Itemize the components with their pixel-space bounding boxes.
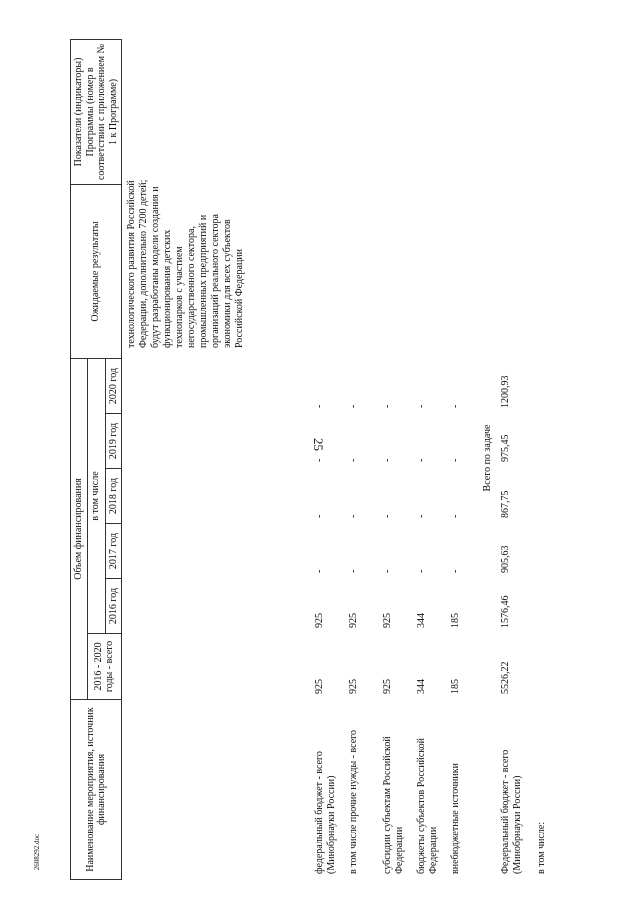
header-year-2020: 2020 год bbox=[105, 358, 122, 413]
header-year-2016: 2016 год bbox=[105, 579, 122, 634]
row-2018: - bbox=[348, 514, 359, 518]
table-row bbox=[416, 40, 450, 880]
header-name: Наименование мероприятия, источник финансирования bbox=[71, 700, 122, 880]
row-2017: - bbox=[416, 569, 427, 573]
header-expected: Ожидаемые результаты bbox=[71, 184, 122, 358]
row-total: 925 bbox=[314, 679, 325, 694]
table-row bbox=[348, 40, 382, 880]
row-name: в том числе: bbox=[536, 821, 547, 874]
header-volume: Объем финансирования bbox=[71, 358, 88, 699]
row-2020: - bbox=[314, 404, 325, 408]
row-2020: 1200,93 bbox=[500, 375, 511, 408]
row-2016: 1576,46 bbox=[500, 595, 511, 628]
page-number: 25 bbox=[311, 438, 326, 451]
task-total-label: Всего по задаче bbox=[482, 424, 493, 492]
row-2018: - bbox=[450, 514, 461, 518]
row-2019: - bbox=[314, 458, 325, 462]
row-2018: - bbox=[416, 514, 427, 518]
header-total: 2016 - 2020 годы - всего bbox=[87, 634, 122, 700]
table-row bbox=[382, 40, 416, 880]
row-name: внебюджетные источники bbox=[450, 763, 461, 874]
row-2020: - bbox=[450, 404, 461, 408]
file-name: 2608292.doc bbox=[33, 833, 41, 871]
row-2020: - bbox=[348, 404, 359, 408]
row-total: 925 bbox=[348, 679, 359, 694]
row-2016: 925 bbox=[314, 613, 325, 628]
row-2018: - bbox=[382, 514, 393, 518]
row-2017: - bbox=[348, 569, 359, 573]
row-2017: - bbox=[314, 569, 325, 573]
header-year-2017: 2017 год bbox=[105, 524, 122, 579]
row-2017: 905,63 bbox=[500, 545, 511, 573]
row-total: 344 bbox=[416, 679, 427, 694]
row-total: 185 bbox=[450, 679, 461, 694]
row-2016: 185 bbox=[450, 613, 461, 628]
header-indicators: Показатели (индикаторы) Программы (номер в соответствии с приложением № 1 к Программе) bbox=[71, 39, 122, 184]
header-year-2018: 2018 год bbox=[105, 469, 122, 524]
header-year-2019: 2019 год bbox=[105, 414, 122, 469]
row-2016: 344 bbox=[416, 613, 427, 628]
table-body bbox=[122, 40, 592, 880]
table-row bbox=[450, 40, 484, 880]
row-2019: - bbox=[348, 458, 359, 462]
row-total: 5526,22 bbox=[500, 661, 511, 694]
row-2020: - bbox=[416, 404, 427, 408]
row-2019: - bbox=[450, 458, 461, 462]
rotated-table-frame bbox=[70, 40, 630, 880]
row-2019: - bbox=[382, 458, 393, 462]
row-2018: 867,75 bbox=[500, 490, 511, 518]
row-name: в том числе прочие нужды - всего bbox=[348, 729, 359, 874]
row-2017: - bbox=[450, 569, 461, 573]
table-row bbox=[311, 40, 348, 880]
row-name: бюджеты субъектов Российской Федерации bbox=[416, 737, 439, 874]
row-2018: - bbox=[314, 514, 325, 518]
row-total: 925 bbox=[382, 679, 393, 694]
row-name: Федеральный бюджет - всего (Минобрнауки России) bbox=[500, 749, 523, 874]
row-2019: 975,45 bbox=[500, 434, 511, 462]
expected-results-text: технологического развития Российской Федерации, дополнительно 7200 детей; будут разработаны модели создания и функционирования детских технопарков с участием негосударственного сектора, промышленных предприятий и организаций реального сектора экономики для всех субъектов Российской Федерации bbox=[126, 179, 245, 348]
financing-table-header bbox=[70, 39, 122, 880]
table-row bbox=[536, 40, 570, 880]
row-2016: 925 bbox=[348, 613, 359, 628]
row-2017: - bbox=[382, 569, 393, 573]
row-name: субсидии субъектам Российской Федерации bbox=[382, 736, 405, 874]
row-name: федеральный бюджет - всего (Минобрнауки России) bbox=[314, 751, 337, 874]
header-including: в том числе bbox=[87, 358, 105, 633]
row-2016: 925 bbox=[382, 613, 393, 628]
row-2019: - bbox=[416, 458, 427, 462]
table-row bbox=[500, 40, 534, 880]
row-2020: - bbox=[382, 404, 393, 408]
